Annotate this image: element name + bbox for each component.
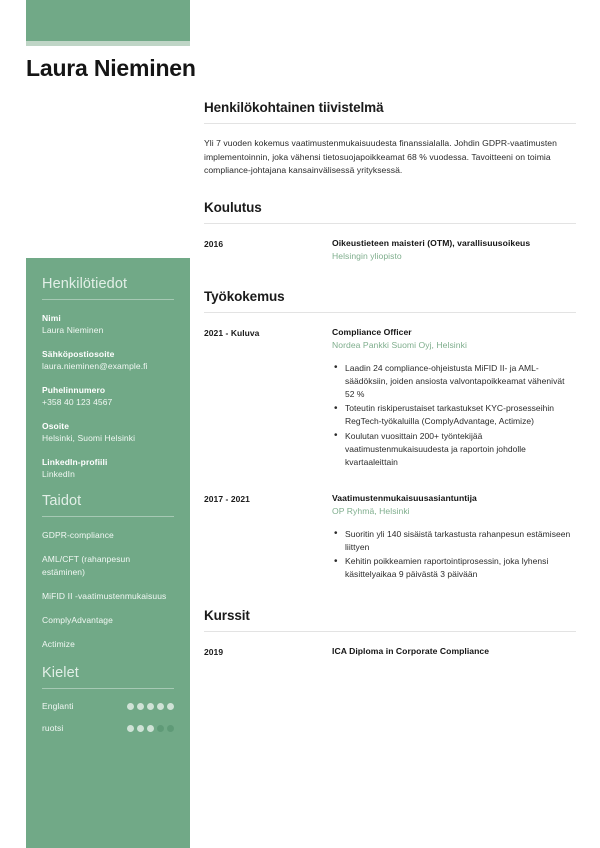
divider [42,299,174,300]
language-row [42,701,174,711]
section-experience [204,289,576,582]
info-item-email [42,348,174,373]
language-name: ruotsi [42,723,64,733]
entry-body [332,645,576,658]
sidebar [26,258,190,848]
info-item-name [42,312,174,337]
entry-title: Vaatimustenmukaisuusasiantuntija [332,493,477,504]
course-entry [204,645,576,658]
info-label: LinkedIn-profiili [42,457,108,467]
language-name: Englanti [42,701,74,711]
info-item-phone [42,384,174,409]
level-dot-filled [137,703,144,710]
info-value[interactable]: laura.nieminen@example.fi [42,361,148,371]
divider [204,123,576,124]
sidebar-heading-skills: Taidot [42,493,82,509]
bullet-item: • Toteutin riskiperustaiset tarkastukset KYC-prosesseihin RegTech-työkaluilla (ComplyAdvantage, Actimize) [345,402,576,428]
section-heading-experience: Työkokemus [204,289,285,304]
experience-entry [204,326,576,470]
skill-item: Actimize [42,639,75,649]
sidebar-section-personal [42,276,174,481]
entry-body [332,237,576,264]
entry-title: Oikeustieteen maisteri (OTM), varallisuusoikeus [332,237,531,248]
info-item-linkedin [42,456,174,481]
entry-organization: Helsingin yliopisto [332,250,402,261]
sidebar-heading-personal: Henkilötiedot [42,276,128,292]
entry-bullet-list [332,362,576,470]
sidebar-section-languages [42,665,174,733]
section-heading-education: Koulutus [204,199,262,215]
info-label: Osoite [42,421,70,431]
level-dot-empty [157,725,164,732]
info-label: Sähköpostiosoite [42,349,115,359]
section-courses [204,608,576,658]
header-accent-block [26,0,190,41]
bullet-item: • Laadin 24 compliance-ohjeistusta MiFID II- ja AML-säädöksiin, joiden ansiosta valvontapoikkeamat vähenivät 52 % [345,362,576,402]
bullet-item: • Kehitin poikkeamien raportointiprosessin, joka lyhensi käsittelyaikaa 9 päivästä 3 päivään [345,555,576,581]
divider [42,516,174,517]
level-dot-filled [127,725,134,732]
section-heading-courses: Kurssit [204,608,250,624]
sidebar-section-skills [42,493,174,651]
section-summary [204,100,576,178]
info-value[interactable]: LinkedIn [42,469,75,479]
bullet-item: • Koulutan vuosittain 200+ työntekijää vaatimustenmukaisuudesta ja raportoin johdolle kvartaaleittain [345,430,576,470]
section-heading-summary: Henkilökohtainen tiivistelmä [204,100,384,115]
info-value: Helsinki, Suomi Helsinki [42,433,136,443]
level-dot-filled [137,725,144,732]
skill-item: MiFID II -vaatimustenmukaisuus [42,591,167,601]
level-dot-filled [147,725,154,732]
entry-body [332,492,576,582]
entry-date: 2016 [204,238,224,249]
language-level-dots [127,703,174,710]
entry-date: 2021 - Kuluva [204,328,260,338]
language-level-dots [127,725,174,732]
entry-bullet-list [332,528,576,582]
divider [204,312,576,313]
education-entry [204,237,576,264]
level-dot-filled [167,703,174,710]
divider [42,688,174,689]
entry-organization: OP Ryhmä, Helsinki [332,506,410,517]
level-dot-filled [157,703,164,710]
experience-entry [204,492,576,582]
info-value: +358 40 123 4567 [42,397,113,407]
entry-date: 2019 [204,647,224,658]
entry-title: ICA Diploma in Corporate Compliance [332,646,490,657]
entry-title: Compliance Officer [332,327,412,337]
info-value: Laura Nieminen [42,325,104,335]
header-accent-underline [26,41,190,46]
info-item-address [42,420,174,445]
page-title: Laura Nieminen [26,55,196,81]
sidebar-heading-languages: Kielet [42,665,79,681]
bullet-item: • Suoritin yli 140 sisäistä tarkastusta rahanpesun estämiseen liittyen [345,528,576,554]
skill-item: ComplyAdvantage [42,615,113,625]
info-label: Puhelinnumero [42,385,106,395]
summary-text: Yli 7 vuoden kokemus vaatimustenmukaisuudesta finanssialalla. Johdin GDPR-vaatimusten implementoinnin, joka vähensi tietosuojapoikkeamat 68 % vuodessa. Tavoitteeni on toimia compliance-johtajana kansainvälisessä yrityksessä. [204,138,557,175]
level-dot-empty [167,725,174,732]
level-dot-filled [147,703,154,710]
skill-item: GDPR-compliance [42,530,114,540]
section-education [204,200,576,264]
entry-date: 2017 - 2021 [204,494,250,505]
divider [204,223,576,224]
entry-organization: Nordea Pankki Suomi Oyj, Helsinki [332,340,467,350]
skill-item: AML/CFT (rahanpesun estäminen) [42,554,131,577]
info-label: Nimi [42,313,61,323]
entry-body [332,326,576,470]
level-dot-filled [127,703,134,710]
main-content [204,100,576,666]
language-row [42,723,174,733]
divider [204,631,576,632]
